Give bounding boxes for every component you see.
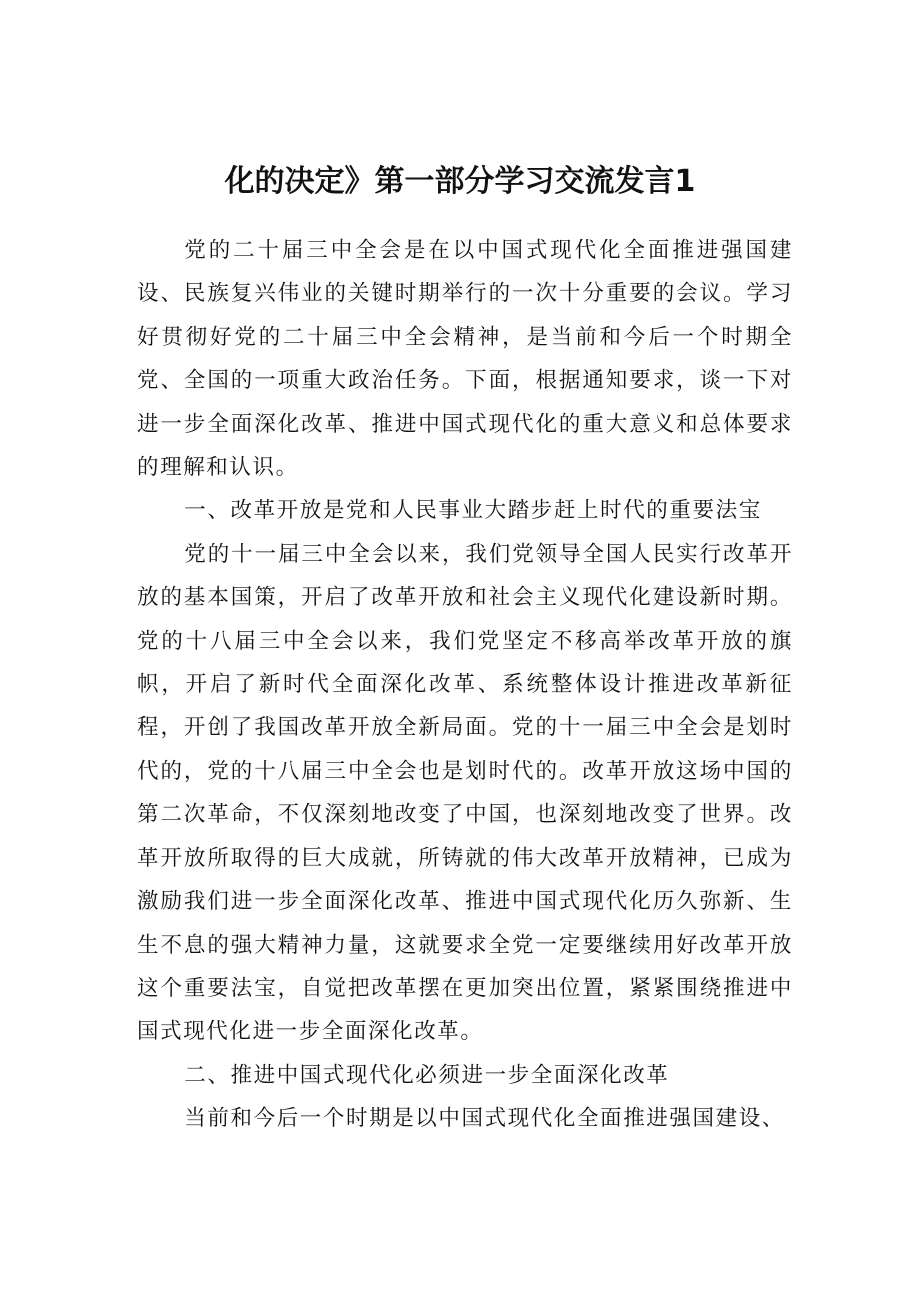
paragraph-intro: 党的二十届三中全会是在以中国式现代化全面推进强国建设、民族复兴伟业的关键时期举行的一次十分重要的会议。学习好贯彻好党的二十届三中全会精神，是当前和今后一个时期全党、全国的一项重大政治任务。下面，根据通知要求，谈一下对进一步全面深化改革、推进中国式现代化的重大意义和总体要求的理解和认识。 bbox=[137, 238, 793, 481]
document-body bbox=[137, 229, 793, 1141]
paragraph-section-1: 党的十一届三中全会以来，我们党领导全国人民实行改革开放的基本国策，开启了改革开放和社会主义现代化建设新时期。党的十八届三中全会以来，我们党坚定不移高举改革开放的旗帜，开启了新时代全面深化改革、系统整体设计推进改革新征程，开创了我国改革开放全新局面。党的十一届三中全会是划时代的，党的十八届三中全会也是划时代的。改革开放这场中国的第二次革命，不仅深刻地改变了中国，也深刻地改变了世界。改革开放所取得的巨大成就，所铸就的伟大改革开放精神，已成为激励我们进一步全面深化改革、推进中国式现代化历久弥新、生生不息的强大精神力量，这就要求全党一定要继续用好改革开放这个重要法宝，自觉把改革摆在更加突出位置，紧紧围绕推进中国式现代化进一步全面深化改革。 bbox=[137, 541, 793, 1045]
paragraph-section-2: 当前和今后一个时期是以中国式现代化全面推进强国建设、 bbox=[184, 1106, 785, 1132]
section-heading-2: 二、推进中国式现代化必须进一步全面深化改革 bbox=[184, 1062, 670, 1088]
document-title: 化的决定》第一部分学习交流发言1 bbox=[224, 164, 696, 199]
section-heading-1: 一、改革开放是党和人民事业大踏步赶上时代的重要法宝 bbox=[184, 498, 762, 524]
